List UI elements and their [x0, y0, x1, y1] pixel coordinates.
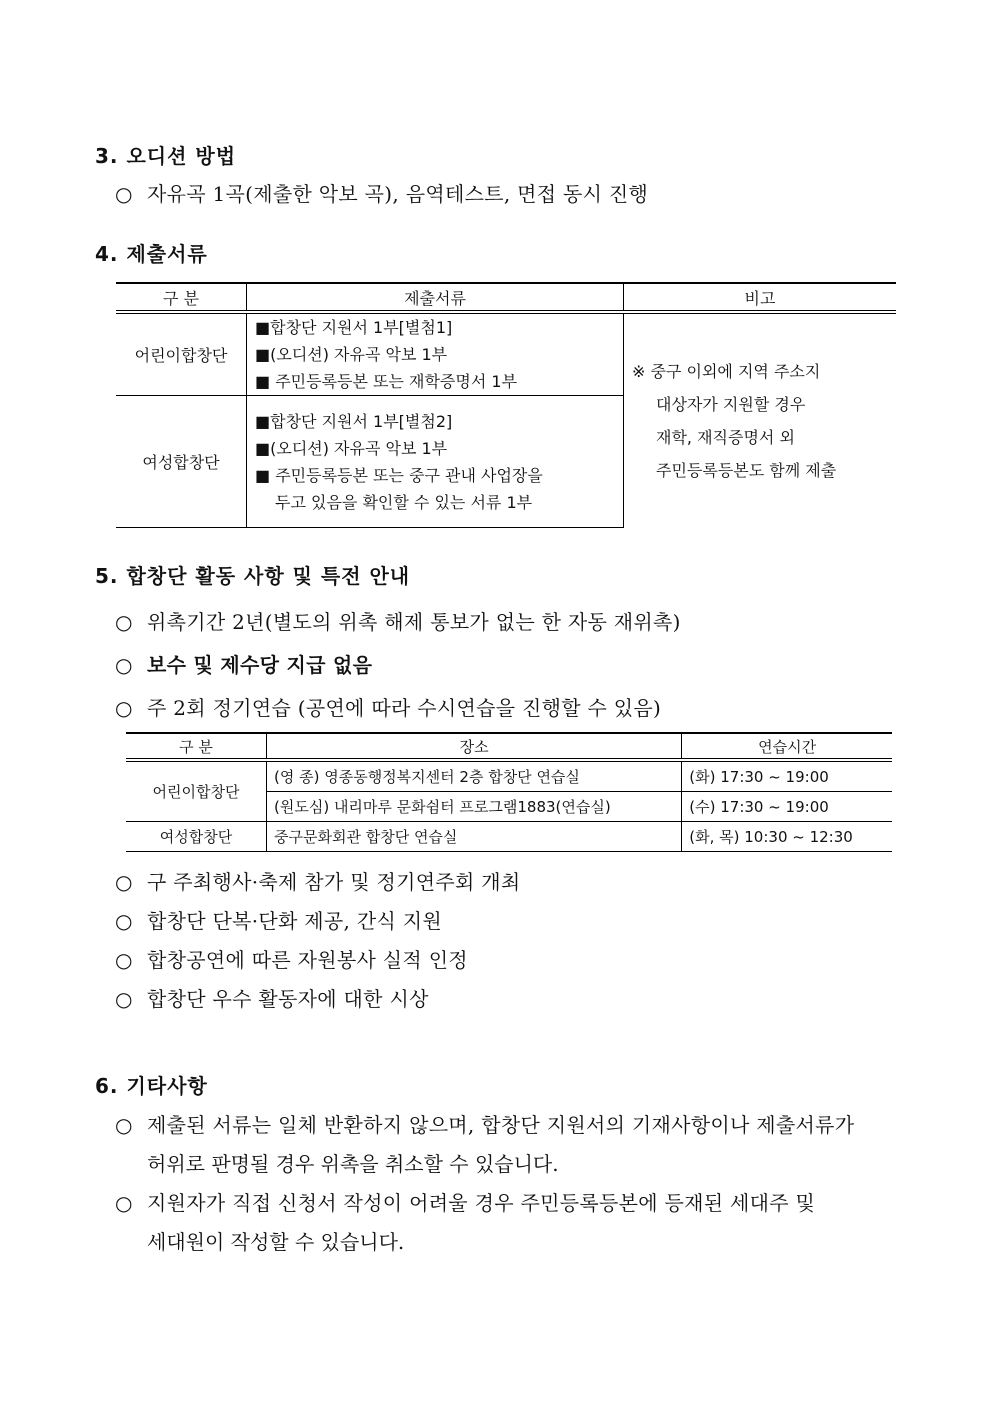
circle-bullet-icon: ○	[115, 909, 133, 933]
table-header: 구 분	[126, 733, 267, 760]
table-header: 연습시간	[682, 733, 892, 760]
place-cell: 중구문화회관 합창단 연습실	[267, 822, 682, 852]
bullet-item: ○ 제출된 서류는 일체 반환하지 않으며, 합창단 지원서의 기재사항이나 제출서류가	[115, 1113, 855, 1137]
document-item: ■ 주민등록등본 또는 중구 관내 사업장을	[255, 465, 543, 485]
bullet-item: ○ 합창공연에 따른 자원봉사 실적 인정	[115, 948, 468, 972]
category-cell: 여성합창단	[126, 822, 267, 852]
table-header: 제출서류	[247, 283, 624, 312]
bullet-item: ○ 구 주최행사·축제 참가 및 정기연주회 개최	[115, 870, 521, 894]
circle-bullet-icon: ○	[115, 987, 133, 1011]
documents-cell	[247, 312, 624, 396]
table-row	[126, 822, 892, 852]
category-cell: 어린이합창단	[126, 760, 267, 822]
bullet-item: ○ 위촉기간 2년(별도의 위촉 해제 통보가 없는 한 자동 재위촉)	[115, 610, 681, 634]
circle-bullet-icon: ○	[115, 610, 133, 634]
section-4-heading: 4. 제출서류	[95, 242, 208, 266]
bullet-item: ○ 보수 및 제수당 지급 없음	[115, 653, 373, 677]
section-6-heading: 6. 기타사항	[95, 1074, 208, 1098]
document-item: 두고 있음을 확인할 수 있는 서류 1부	[275, 492, 533, 512]
bullet-item: ○ 지원자가 직접 신청서 작성이 어려울 경우 주민등록등본에 등재된 세대주 및	[115, 1191, 816, 1215]
table-row	[116, 312, 896, 396]
circle-bullet-icon: ○	[115, 1191, 133, 1215]
place-cell: (원도심) 내리마루 문화쉼터 프로그램1883(연습실)	[267, 792, 682, 822]
note-line: 재학, 재직증명서 외	[656, 427, 795, 447]
table-header: 비고	[624, 283, 897, 312]
note-line: 주민등록등본도 함께 제출	[656, 460, 837, 480]
circle-bullet-icon: ○	[115, 948, 133, 972]
section-3-heading: 3. 오디션 방법	[95, 144, 237, 168]
time-cell: (수) 17:30 ~ 19:00	[682, 792, 892, 822]
note-cell	[624, 312, 897, 528]
section-5-heading: 5. 합창단 활동 사항 및 특전 안내	[95, 564, 411, 588]
table-header-row	[116, 283, 896, 312]
documents-table	[116, 282, 896, 528]
document-item: ■합창단 지원서 1부[별첨2]	[255, 411, 453, 431]
place-cell: (영 종) 영종동행정복지센터 2층 합창단 연습실	[267, 760, 682, 792]
table-header-row	[126, 733, 892, 760]
practice-table	[126, 732, 892, 852]
circle-bullet-icon: ○	[115, 696, 133, 720]
circle-bullet-icon: ○	[115, 1113, 133, 1137]
table-header: 장소	[267, 733, 682, 760]
bullet-item: ○ 합창단 우수 활동자에 대한 시상	[115, 987, 429, 1011]
note-line: ※ 중구 이외에 지역 주소지	[632, 361, 821, 381]
table-header: 구 분	[116, 283, 247, 312]
circle-bullet-icon: ○	[115, 870, 133, 894]
bullet-continuation: 세대원이 작성할 수 있습니다.	[147, 1230, 405, 1254]
bullet-item: ○ 주 2회 정기연습 (공연에 따라 수시연습을 진행할 수 있음)	[115, 696, 662, 720]
document-item: ■(오디션) 자유곡 악보 1부	[255, 438, 448, 458]
bullet-continuation: 허위로 판명될 경우 위촉을 취소할 수 있습니다.	[147, 1152, 559, 1176]
time-cell: (화) 17:30 ~ 19:00	[682, 760, 892, 792]
time-cell: (화, 목) 10:30 ~ 12:30	[682, 822, 892, 852]
category-cell: 여성합창단	[116, 396, 247, 528]
circle-bullet-icon: ○	[115, 653, 133, 677]
table-row	[126, 760, 892, 792]
bullet-item: ○ 합창단 단복·단화 제공, 간식 지원	[115, 909, 443, 933]
circle-bullet-icon: ○	[115, 182, 133, 206]
document-item: ■ 주민등록등본 또는 재학증명서 1부	[255, 372, 518, 391]
category-cell: 어린이합창단	[116, 312, 247, 396]
note-line: 대상자가 지원할 경우	[656, 394, 806, 414]
documents-cell	[247, 396, 624, 528]
document-item: ■합창단 지원서 1부[별첨1]	[255, 318, 453, 337]
bullet-item: ○ 자유곡 1곡(제출한 악보 곡), 음역테스트, 면접 동시 진행	[115, 182, 649, 206]
document-item: ■(오디션) 자유곡 악보 1부	[255, 345, 448, 364]
